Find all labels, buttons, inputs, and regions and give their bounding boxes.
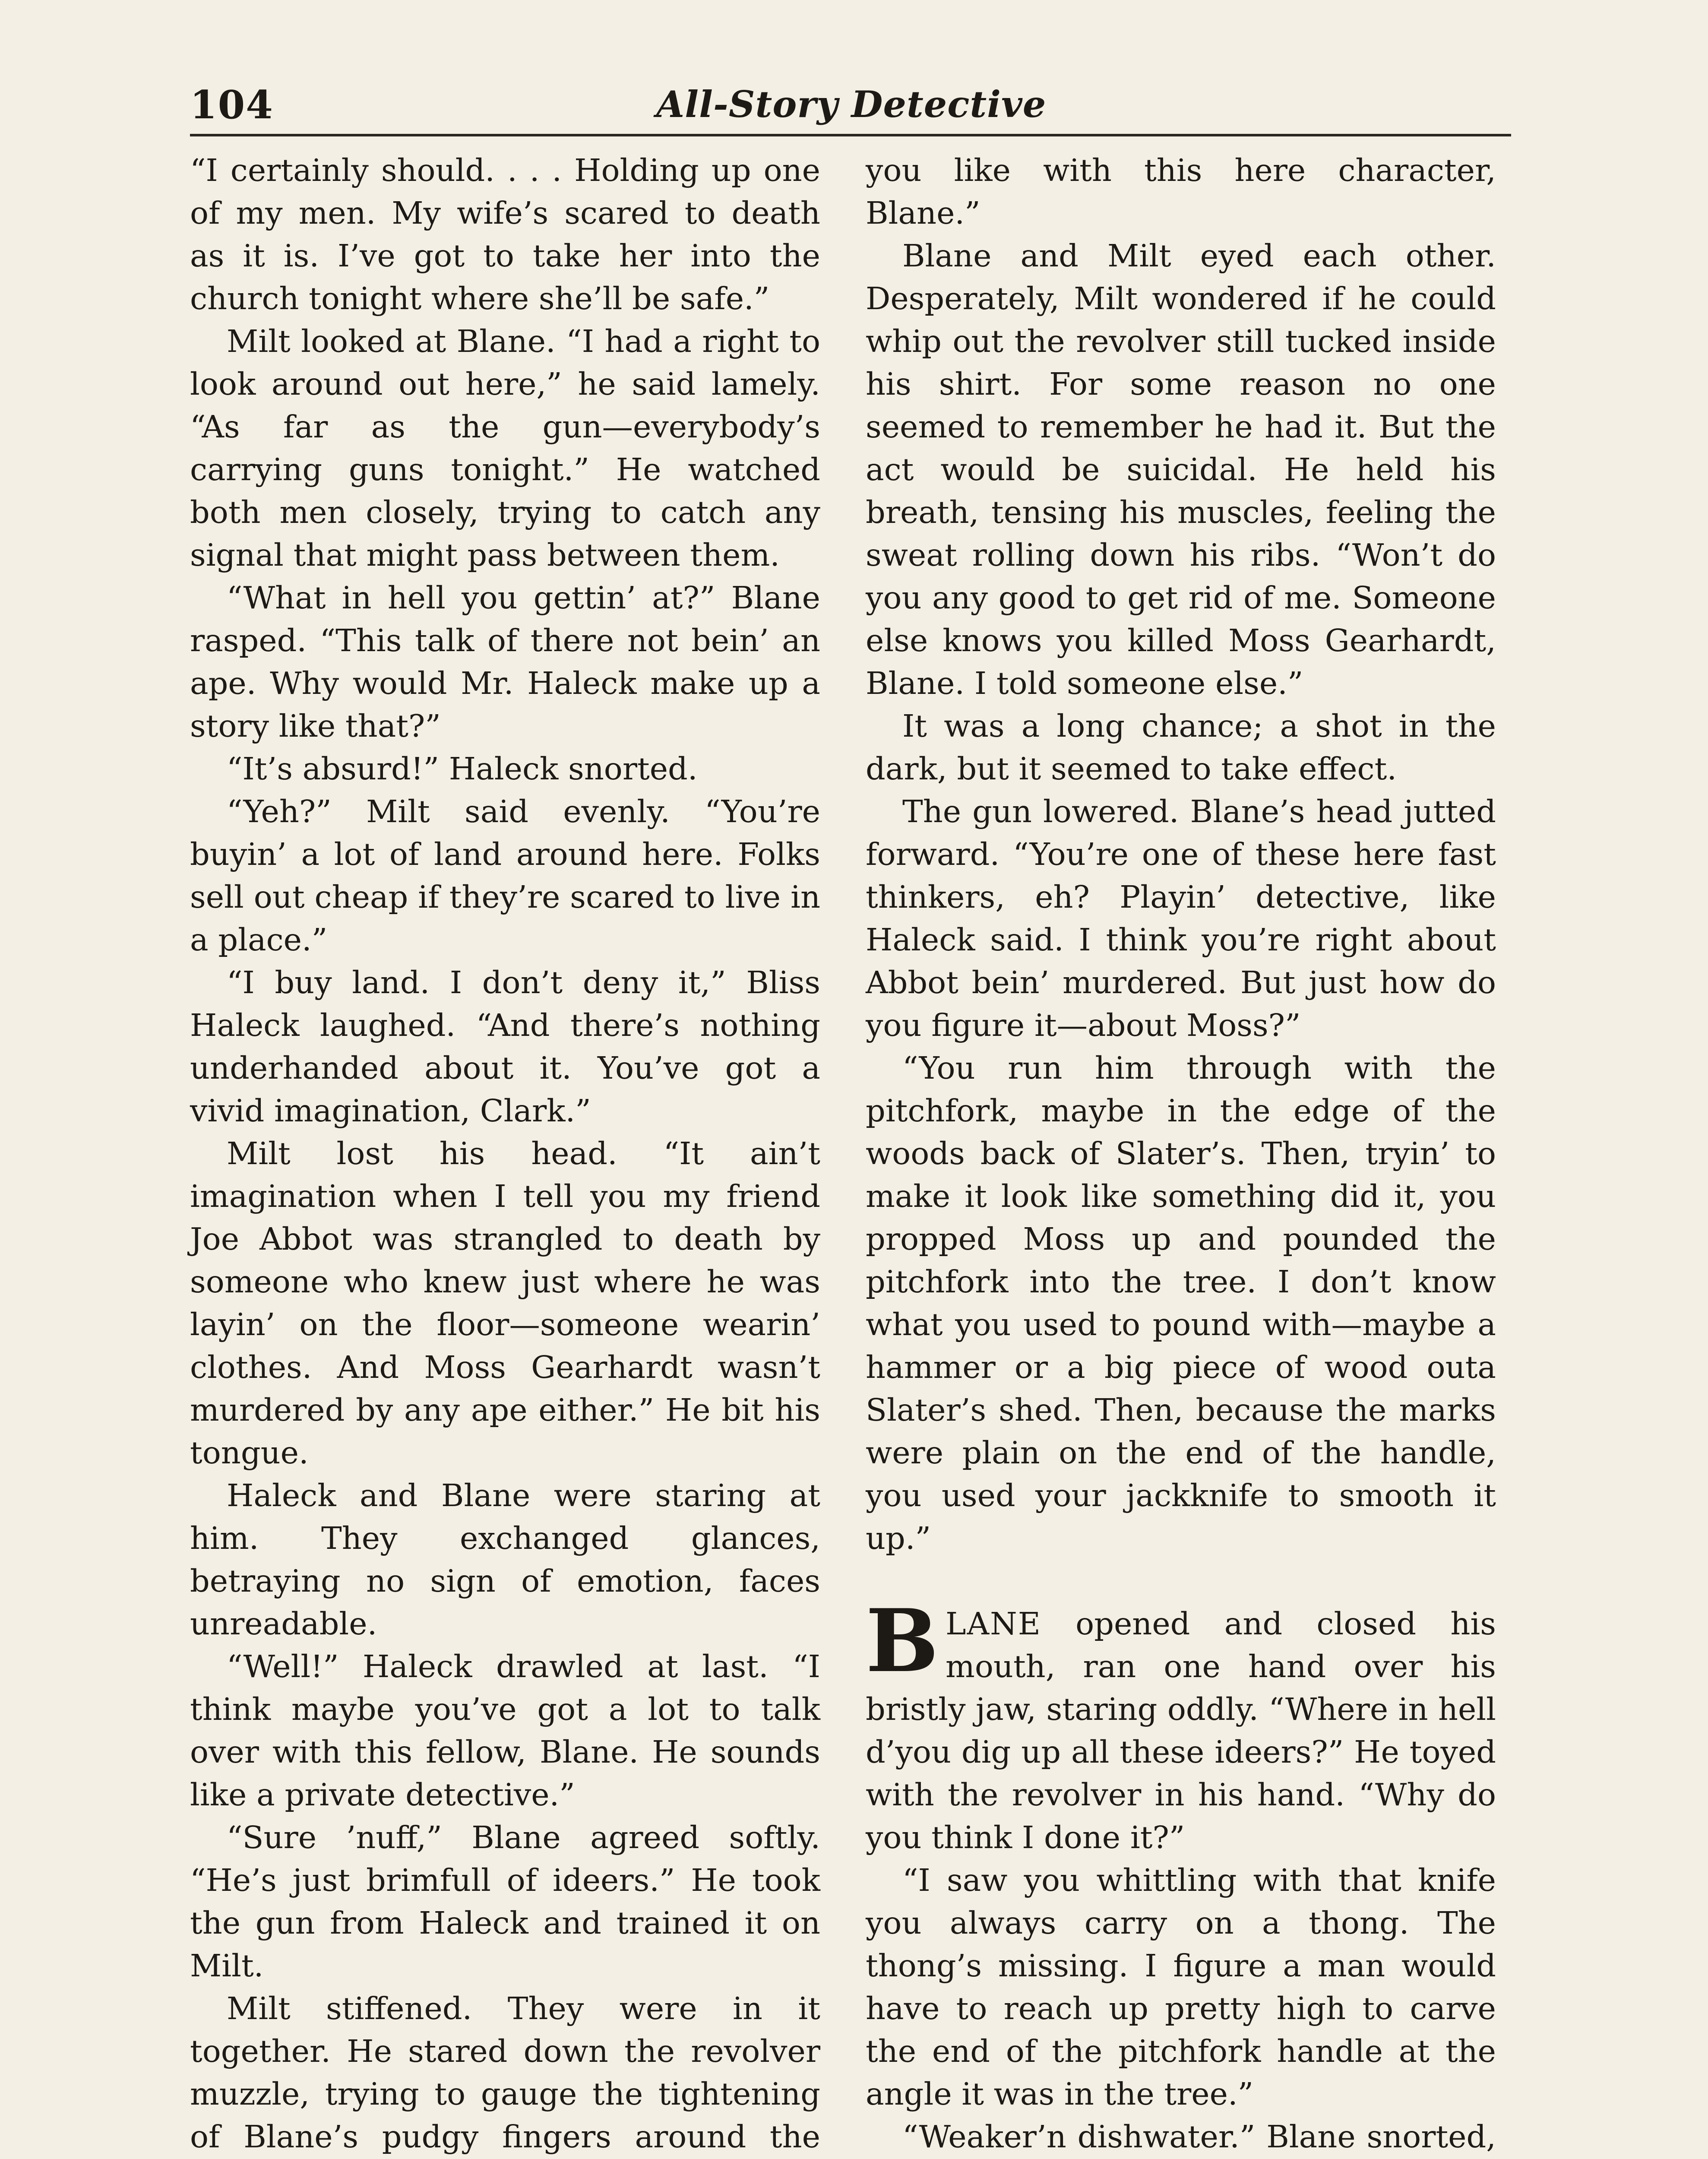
page-number: 104 [190,82,274,128]
dropcap-text: opened and closed his mouth, ran one hand over his bristly jaw, staring oddly. “Where in hell d’you dig up all these ideers?” He toyed with the revolver in his hand. “Why do you think I done it?” [866,1606,1496,1855]
drop-cap: B [866,1590,939,1692]
dropcap-caps: LANE [946,1606,1041,1642]
paragraph: “It’s absurd!” Haleck snorted. [227,751,698,787]
paragraph: you like with this here character, Blane.” [866,152,1496,231]
paragraph: The gun lowered. Blane’s head jutted forward. “You’re one of these here fast thinkers, eh? Playin’ detective, like Haleck said. I think you’re right about Abbot bein’ murdered. But just how do you figure it—about Moss?” [866,794,1496,1043]
paragraph: “What in hell you gettin’ at?” Blane rasped. “This talk of there not bein’ an ape. Why would Mr. Haleck make up a story like that?” [190,580,820,744]
left-column [190,149,820,2159]
paragraph: Milt looked at Blane. “I had a right to look around out here,” he said lamely. “As far as the gun—everybody’s carrying guns tonight.” He watched both men closely, trying to catch any signal that might pass between them. [190,323,820,573]
magazine-title: All-Story Detective [656,83,1047,126]
header-rule [190,134,1511,136]
paragraph: “Sure ’nuff,” Blane agreed softly. “He’s just brimfull of ideers.” He took the gun from Haleck and trained it on Milt. [190,1820,820,1984]
paragraph: “Weaker’n dishwater.” Blane snorted, [902,2119,1496,2155]
paragraph: “I certainly should. . . . Holding up one of my men. My wife’s scared to death as it is. I’ve got to take her into the church tonight where she’ll be safe.” [190,152,820,317]
paragraph: Blane and Milt eyed each other. Desperately, Milt wondered if he could whip out the revolver still tucked inside his shirt. For some reason no one seemed to remember he had it. But the act would be suicidal. He held his breath, tensing his muscles, feeling the sweat rolling down his ribs. “Won’t do you any good to get rid of me. Someone else knows you killed Moss Gearhardt, Blane. I told someone else.” [866,238,1496,701]
paragraph: “Yeh?” Milt said evenly. “You’re buyin’ a lot of land around here. Folks sell out cheap if they’re scared to live in a place.” [190,794,820,958]
paragraph: Milt lost his head. “It ain’t imagination when I tell you my friend Joe Abbot was strangled to death by someone who knew just where he was layin’ on the floor—someone wearin’ clothes. And Moss Gearhardt wasn’t murdered by any ape either.” He bit his tongue. [190,1136,820,1471]
paragraph: It was a long chance; a shot in the dark, but it seemed to take effect. [866,708,1496,787]
paragraph: Milt stiffened. They were in it together. He stared down the revolver muzzle, trying to gauge the tightening of Blane’s pudgy fingers around the [190,1991,820,2155]
paragraph: “I buy land. I don’t deny it,” Bliss Haleck laughed. “And there’s nothing underhanded about it. You’ve got a vivid imagination, Clark.” [190,965,820,1129]
paragraph: Haleck and Blane were staring at him. They exchanged glances, betraying no sign of emotion, faces unreadable. [190,1478,820,1642]
right-column [866,149,1496,2159]
paragraph: “You run him through with the pitchfork, maybe in the edge of the woods back of Slater’s. Then, tryin’ to make it look like something did it, you propped Moss up and pounded the pitchfork into the tree. I don’t know what you used to pound with—maybe a hammer or a big piece of wood outa Slater’s shed. Then, because the marks were plain on the end of the handle, you used your jackknife to smooth it up.” [866,1050,1496,1556]
dropcap-paragraph [866,1590,1496,1859]
paragraph: “I saw you whittling with that knife you always carry on a thong. The thong’s missing. I figure a man would have to reach up pretty high to carve the end of the pitchfork handle at the angle it was in the tree.” [866,1862,1496,2112]
paragraph: “Well!” Haleck drawled at last. “I think maybe you’ve got a lot to talk over with this fellow, Blane. He sounds like a private detective.” [190,1649,820,1813]
